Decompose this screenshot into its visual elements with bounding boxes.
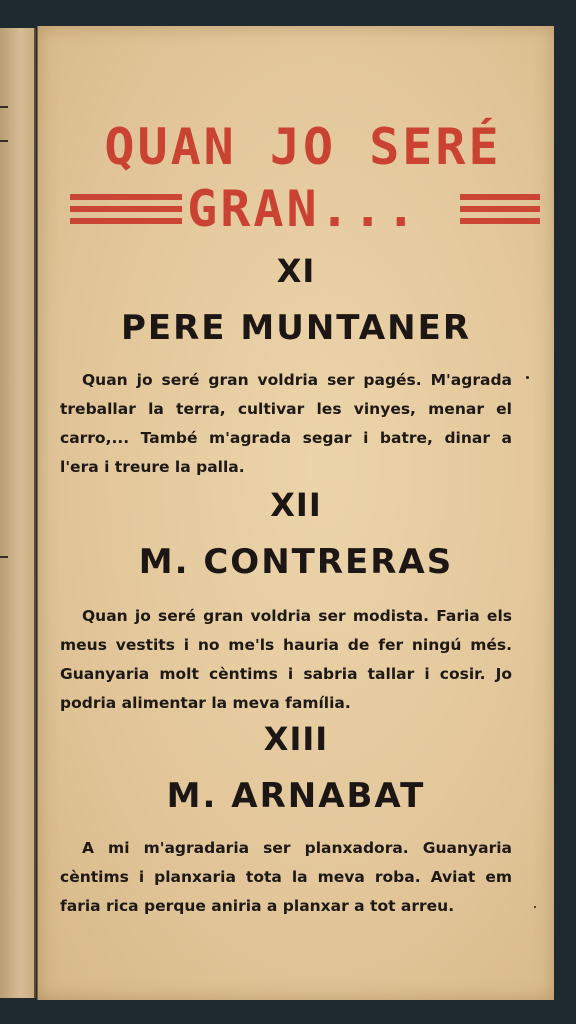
section-text: A mi m'agradaria ser planxadora. Guanyaria cèntims i planxaria tota la meva roba. Aviat em faria rica perque aniria a planxar a tot arreu. xyxy=(60,839,512,915)
author-name: PERE MUNTANER xyxy=(120,308,471,348)
section-numeral: XIII xyxy=(263,720,329,758)
paper-speck xyxy=(534,906,536,908)
section-numeral: XI xyxy=(276,252,316,290)
title-line-2: GRAN... xyxy=(187,180,419,238)
author-name: M. CONTRERAS xyxy=(138,542,454,582)
paper-speck xyxy=(526,376,529,379)
section-text: Quan jo seré gran voldria ser modista. Faria els meus vestits i no me'ls hauria de fer ningú més. Guanyaria molt cèntims i sabria tallar i cosir. Jo podria alimentar la meva família. xyxy=(60,607,512,712)
title-line-1: QUAN JO SERÉ xyxy=(104,118,502,176)
section-numeral: XII xyxy=(270,486,322,524)
page-mark xyxy=(0,106,8,108)
stamp-stripes-right xyxy=(460,194,540,230)
page-mark xyxy=(0,556,8,558)
facing-page-edge xyxy=(0,28,36,998)
stamped-title xyxy=(68,118,538,268)
author-name: M. ARNABAT xyxy=(166,776,426,816)
book-page xyxy=(37,26,554,1000)
page-mark xyxy=(0,140,8,142)
section-text: Quan jo seré gran voldria ser pagés. M'agrada treballar la terra, cultivar les vinyes, menar el carro,... També m'agrada segar i batre, dinar a l'era i treure la palla. xyxy=(60,371,512,476)
